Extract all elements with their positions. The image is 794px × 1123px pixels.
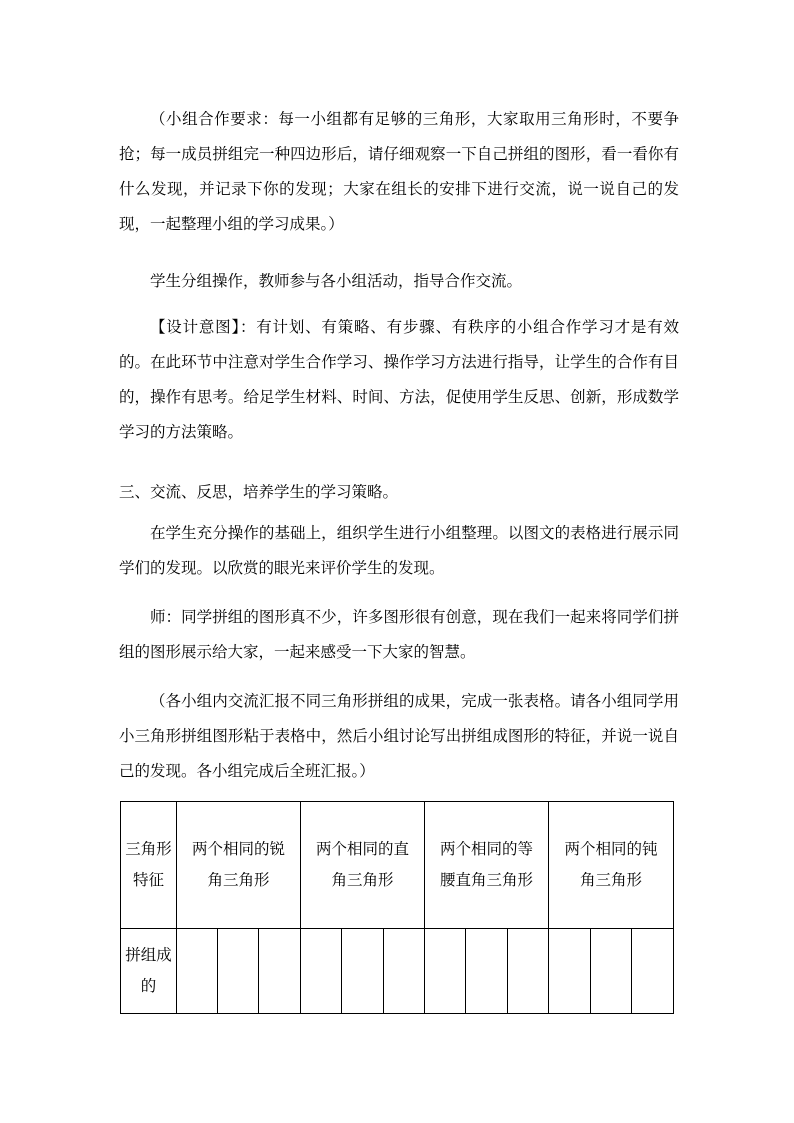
column-header-isosceles-right: 两个相同的等腰直角三角形 (440, 840, 534, 889)
triangle-combination-table (120, 801, 674, 1014)
empty-cell[interactable] (508, 929, 549, 1014)
empty-cell[interactable] (549, 929, 591, 1014)
row-label: 拼组成的 (125, 946, 172, 995)
section-heading-three: 三、交流、反思，培养学生的学习策略。 (119, 483, 399, 501)
row-label-cell (121, 929, 177, 1014)
corner-label: 三角形特征 (125, 840, 172, 889)
paragraph-design-intent: 【设计意图】：有计划、有策略、有步骤、有秩序的小组合作学习才是有效的。在此环节中注意对学生合作学习、操作学习方法进行指导，让学生的合作有目的，操作有思考。给足学生材料、时间、方法，促使用学生反思、创新，形成数学学习的方法策略。 (119, 318, 679, 441)
table-header-cell (177, 802, 301, 929)
table-header-row (121, 802, 674, 929)
paragraph-group-requirements: （小组合作要求：每一小组都有足够的三角形，大家取用三角形时，不要争抢；每一成员拼组完一种四边形后，请仔细观察一下自己拼组的图形，看一看你有什么发现，并记录下你的发现；大家在组长的安排下进行交流，说一说自己的发现，一起整理小组的学习成果。） (119, 110, 679, 233)
empty-cell[interactable] (301, 929, 342, 1014)
empty-cell[interactable] (342, 929, 384, 1014)
table-header-cell (549, 802, 674, 929)
column-header-obtuse: 两个相同的钝角三角形 (564, 840, 658, 889)
empty-cell[interactable] (632, 929, 674, 1014)
column-header-acute: 两个相同的锐角三角形 (192, 840, 286, 889)
empty-cell[interactable] (259, 929, 301, 1014)
table-header-cell (425, 802, 549, 929)
empty-cell[interactable] (177, 929, 218, 1014)
paragraph-teacher: 师：同学拼组的图形真不少，许多图形很有创意，现在我们一起来将同学们拼组的图形展示给大家，一起来感受一下大家的智慧。 (119, 608, 679, 661)
table-row (121, 929, 674, 1014)
paragraph-student-operation: 学生分组操作，教师参与各小组活动，指导合作交流。 (150, 272, 523, 290)
empty-cell[interactable] (384, 929, 425, 1014)
empty-cell[interactable] (425, 929, 466, 1014)
column-header-right: 两个相同的直角三角形 (316, 840, 410, 889)
empty-cell[interactable] (218, 929, 259, 1014)
table-header-cell (301, 802, 425, 929)
empty-cell[interactable] (466, 929, 508, 1014)
table-corner-cell (121, 802, 177, 929)
paragraph-organize: 在学生充分操作的基础上，组织学生进行小组整理。以图文的表格进行展示同学们的发现。以欣赏的眼光来评价学生的发现。 (119, 524, 679, 577)
empty-cell[interactable] (591, 929, 632, 1014)
paragraph-table-instructions: （各小组内交流汇报不同三角形拼组的成果，完成一张表格。请各小组同学用小三角形拼组图形粘于表格中，然后小组讨论写出拼组成图形的特征，并说一说自己的发现。各小组完成后全班汇报。） (119, 692, 679, 780)
